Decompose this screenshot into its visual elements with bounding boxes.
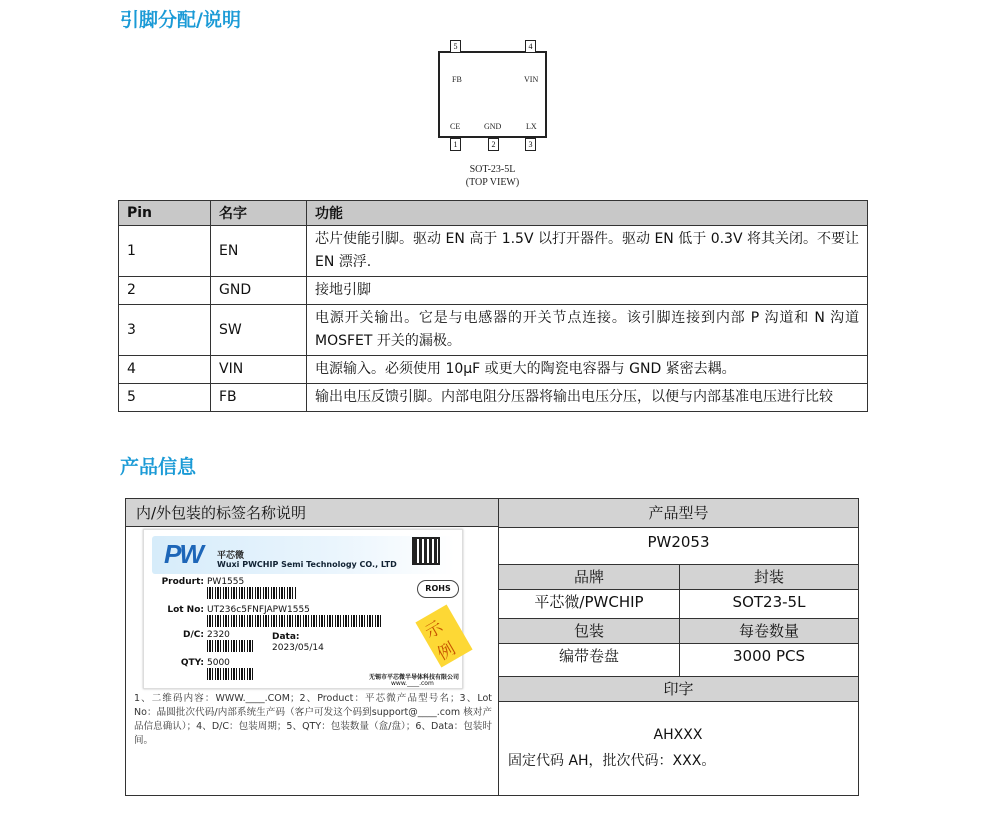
pin-label-lx: LX	[526, 122, 537, 131]
pin-number: 2	[119, 277, 211, 305]
pin-function: 电源输入。必须使用 10μF 或更大的陶瓷电容器与 GND 紧密去耦。	[307, 356, 868, 384]
pin-function: 芯片使能引脚。驱动 EN 高于 1.5V 以打开器件。驱动 EN 低于 0.3V 将其关闭。不要让 EN 漂浮.	[307, 226, 868, 277]
pin-5-pad: 5	[450, 40, 461, 53]
model-value: PW2053	[647, 533, 710, 551]
pin-name: FB	[211, 384, 307, 412]
pin-label-vin: VIN	[524, 75, 539, 84]
company-name-cn: 平芯微	[217, 551, 245, 561]
pin-table-header	[119, 201, 868, 226]
data-field-value: 2023/05/14	[272, 643, 324, 653]
rohs-badge: ROHS	[417, 580, 459, 598]
company-logo: PW	[164, 539, 202, 569]
marking-value: AHXXX	[653, 727, 703, 743]
qty-field: QTY:	[180, 658, 204, 668]
col-pin: Pin	[119, 201, 211, 226]
package-outline	[438, 42, 547, 149]
company-name-en: Wuxi PWCHIP Semi Technology CO., LTD	[217, 560, 397, 569]
barcode	[207, 587, 297, 599]
product-field-value: PW1555	[207, 577, 245, 587]
pin-number: 3	[119, 305, 211, 356]
col-function: 功能	[307, 201, 868, 226]
marking-header: 印字	[499, 677, 858, 701]
packing-header: 包装	[499, 619, 679, 643]
barcode	[207, 640, 255, 652]
product-field: Produrt:	[161, 577, 204, 587]
qr-code	[412, 537, 440, 565]
pin-label-ce: CE	[450, 122, 461, 131]
divider	[499, 701, 858, 702]
barcode	[207, 615, 382, 627]
pin-1-pad: 1	[450, 138, 461, 151]
section-title-product: 产品信息	[120, 456, 197, 478]
pin-4-pad: 4	[525, 40, 536, 53]
qty-value: 3000 PCS	[733, 647, 805, 665]
pin-function: 电源开关输出。它是与电感器的开关节点连接。该引脚连接到内部 P 沟道和 N 沟道 MOSFET 开关的漏极。	[307, 305, 868, 356]
pin-number: 5	[119, 384, 211, 412]
brand-value: 平芯微/PWCHIP	[534, 593, 644, 611]
table-row	[119, 226, 868, 277]
package-header: 封装	[680, 565, 858, 589]
product-info-table	[125, 498, 859, 796]
data-field: Data:	[272, 632, 300, 642]
sample-stamp: 示例	[415, 604, 472, 667]
pin-number: 4	[119, 356, 211, 384]
marking-description: 固定代码 AH，批次代码：XXX。	[508, 753, 716, 769]
website: www.____.com	[391, 680, 434, 687]
dc-field: D/C:	[183, 630, 204, 640]
pin-name: EN	[211, 226, 307, 277]
col-name: 名字	[211, 201, 307, 226]
brand-header: 品牌	[499, 565, 679, 589]
pin-name: SW	[211, 305, 307, 356]
qty-header: 每卷数量	[680, 619, 858, 643]
pin-2-pad: 2	[488, 138, 499, 151]
pin-table	[118, 200, 868, 412]
company-footer: 无锡市平芯微半导体科技有限公司	[369, 674, 460, 681]
sample-label-image	[143, 529, 463, 689]
model-header: 产品型号	[499, 499, 858, 527]
table-row	[119, 384, 868, 412]
dc-field-value: 2320	[207, 630, 230, 640]
pin-function: 接地引脚	[307, 277, 868, 305]
table-row	[119, 277, 868, 305]
pin-function: 输出电压反馈引脚。内部电阻分压器将输出电压分压，以便与内部基准电压进行比较	[307, 384, 868, 412]
label-note: 1、二维码内容：WWW.____.COM；2、Product：平芯微产品型号名；3、Lot No：晶圆批次代码/内部系统生产码（客户可发这个码到support@____.com 核对产品信息确认）；4、D/C：包装周期；5、QTY：包装数量（盒/盘）；6、Data：包装时间。	[134, 693, 492, 746]
lot-field: Lot No:	[167, 605, 204, 615]
package-view: (TOP VIEW)	[465, 177, 520, 188]
table-row	[119, 305, 868, 356]
package-value: SOT23-5L	[732, 593, 806, 611]
pin-name: VIN	[211, 356, 307, 384]
pin-3-pad: 3	[525, 138, 536, 151]
section-title-pinout: 引脚分配/说明	[120, 9, 241, 31]
package-name: SOT-23-5L	[469, 164, 516, 175]
pin-name: GND	[211, 277, 307, 305]
label-header: 内/外包装的标签名称说明	[126, 499, 498, 527]
barcode	[207, 668, 255, 680]
divider	[679, 565, 680, 676]
packing-value: 编带卷盘	[558, 647, 619, 665]
pin-number: 1	[119, 226, 211, 277]
qty-field-value: 5000	[207, 658, 230, 668]
pin-label-fb: FB	[452, 75, 462, 84]
lot-field-value: UT236c5FNFJAPW1555	[207, 605, 310, 615]
pin-label-gnd: GND	[484, 122, 502, 131]
table-row	[119, 356, 868, 384]
